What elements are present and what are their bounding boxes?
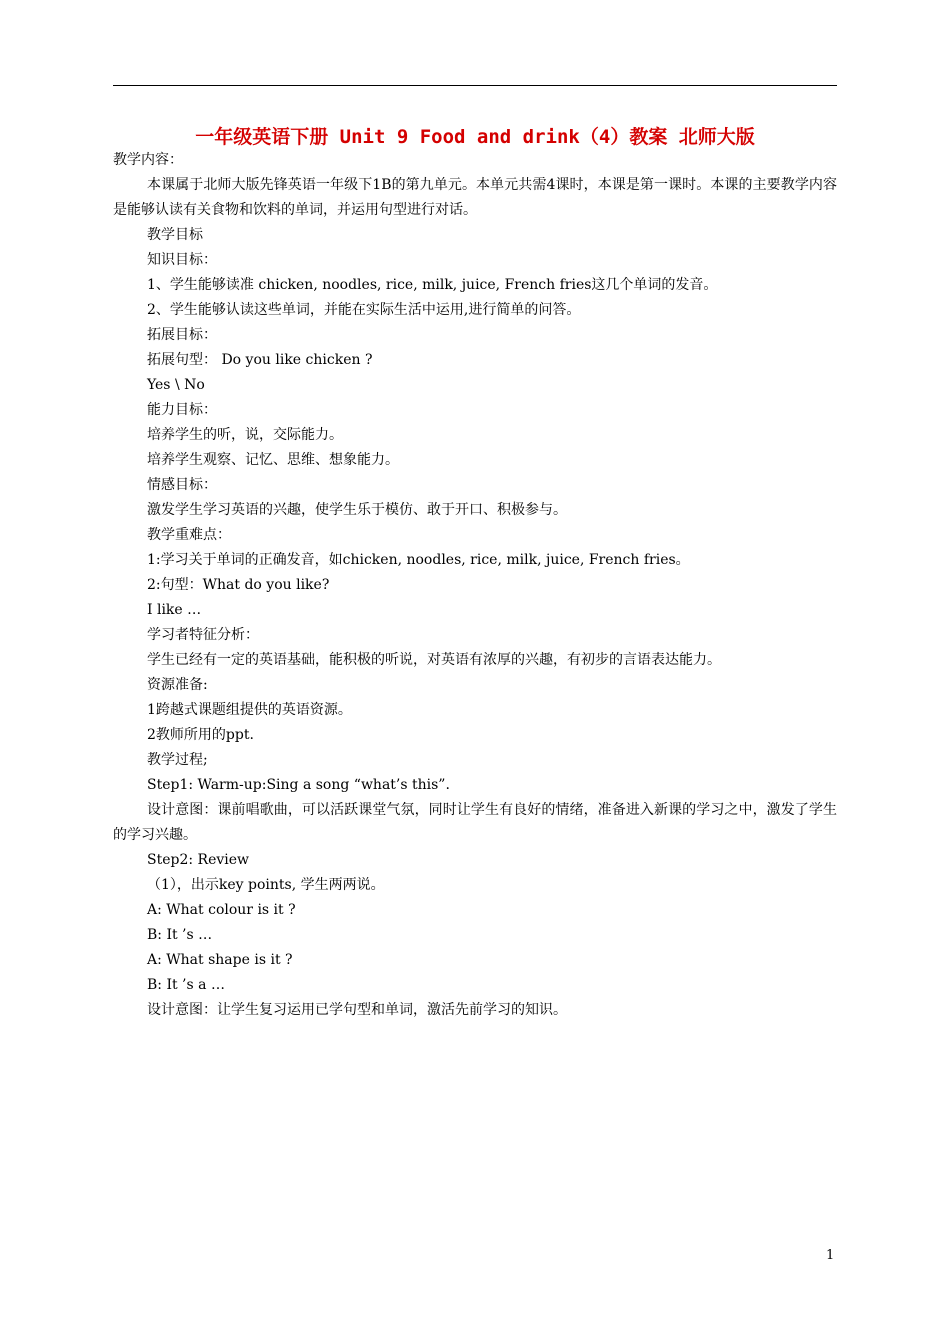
body-line: 设计意图：让学生复习运用已学句型和单词，激活先前学习的知识。 [147,1002,567,1018]
body-line: B: It ’s … [147,927,213,943]
body-line: Step2: Review [147,852,250,868]
body-line: 教学目标 [147,227,203,243]
body-line: 能力目标： [147,402,217,418]
body-line: A: What shape is it ? [147,952,293,968]
body-line: 资源准备: [147,677,208,693]
body-paragraph: 设计意图：课前唱歌曲，可以活跃课堂气氛，同时让学生有良好的情绪，准备进入新课的学习之中，激发了学生的学习兴趣。 [113,802,837,843]
body-line: 拓展目标： [147,327,217,343]
document-body [113,148,837,1023]
body-line: 培养学生观察、记忆、思维、想象能力。 [147,452,399,468]
body-line: 学习者特征分析： [147,627,259,643]
body-line: Step1: Warm-up:Sing a song “what’s this”. [147,777,450,793]
body-line: A: What colour is it ? [147,902,296,918]
body-line: 2、学生能够认读这些单词，并能在实际生活中运用,进行简单的问答。 [147,302,581,318]
body-line: Yes \ No [147,377,205,393]
body-line: 知识目标： [147,252,217,268]
body-line: I like … [147,602,202,618]
body-line: 激发学生学习英语的兴趣，使学生乐于模仿、敢于开口、积极参与。 [147,502,567,518]
body-line: （1），出示key points, 学生两两说。 [147,877,385,893]
body-paragraph: 本课属于北师大版先锋英语一年级下1B的第九单元。本单元共需4课时，本课是第一课时。本课的主要教学内容是能够认读有关食物和饮料的单词，并运用句型进行对话。 [113,177,837,218]
body-line: 1、学生能够读准 chicken, noodles, rice, milk, juice, French fries这几个单词的发音。 [147,277,718,293]
header-rule [113,85,837,86]
body-line: 教学过程; [147,752,208,768]
body-line: B: It ’s a … [147,977,225,993]
body-line: 2:句型：What do you like? [147,577,330,593]
body-line: 拓展句型： Do you like chicken ? [147,352,373,368]
body-line: 1:学习关于单词的正确发音，如chicken, noodles, rice, milk, juice, French fries。 [147,552,690,568]
page-number: 1 [826,1248,835,1263]
body-line: 情感目标： [147,477,217,493]
body-line: 培养学生的听，说，交际能力。 [147,427,343,443]
body-line: 学生已经有一定的英语基础，能积极的听说，对英语有浓厚的兴趣，有初步的言语表达能力。 [147,652,721,668]
document-title: 一年级英语下册 Unit 9 Food and drink（4）教案 北师大版 [195,126,755,148]
body-line: 教学重难点： [147,527,231,543]
body-line: 1跨越式课题组提供的英语资源。 [147,702,352,718]
body-line: 教学内容： [113,152,183,168]
body-line: 2教师所用的ppt. [147,727,254,743]
